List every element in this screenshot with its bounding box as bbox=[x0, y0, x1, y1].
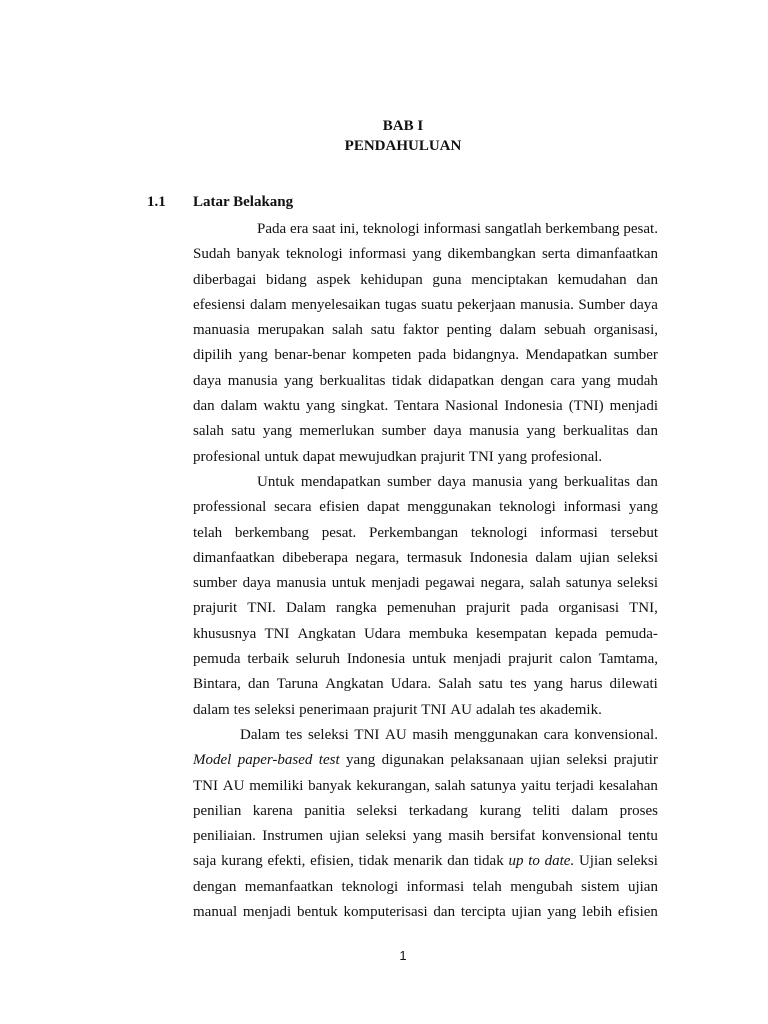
paragraph-line: dan dalam waktu yang singkat. Tentara Nasional Indonesia (TNI) menjadi bbox=[193, 398, 658, 415]
paragraph-line: profesional untuk dapat mewujudkan prajurit TNI yang profesional. bbox=[193, 448, 603, 465]
paragraph-line: sumber daya manusia untuk menjadi pegawai negara, salah satunya seleksi bbox=[193, 575, 658, 592]
paragraph-line: khususnya TNI Angkatan Udara membuka kesempatan kepada pemuda- bbox=[193, 625, 658, 642]
paragraph-line: dalam tes seleksi penerimaan prajurit TNI AU adalah tes akademik. bbox=[193, 701, 602, 718]
paragraph-line: daya manusia yang berkualitas tidak didapatkan dengan cara yang mudah bbox=[193, 372, 658, 389]
chapter-label: BAB I bbox=[382, 118, 424, 134]
paragraph-line: salah satu yang memerlukan sumber daya manusia yang berkualitas dan bbox=[193, 423, 658, 440]
paragraph-line: Bintara, dan Taruna Angkatan Udara. Salah satu tes yang harus dilewati bbox=[193, 676, 658, 693]
paragraph-line: dipilih yang benar-benar kompeten pada bidangnya. Mendapatkan sumber bbox=[193, 347, 658, 364]
paragraph-line: diberbagai bidang aspek kehidupan guna menciptakan kemudahan dan bbox=[193, 271, 658, 288]
paragraph-line: saja kurang efekti, efisien, tidak menarik dan tidak up to date. Ujian seleksi bbox=[193, 853, 658, 870]
paragraph-line: manuasia merupakan salah satu faktor penting dalam sebuah organisasi, bbox=[193, 322, 658, 339]
chapter-title: PENDAHULUAN bbox=[344, 138, 462, 154]
chapter-heading bbox=[0, 116, 768, 156]
paragraph-line: Dalam tes seleksi TNI AU masih menggunakan cara konvensional. bbox=[240, 726, 658, 743]
paragraph-line: prajurit TNI. Dalam rangka pemenuhan prajurit pada organisasi TNI, bbox=[193, 600, 658, 617]
paragraph-line: dimanfaatkan dibeberapa negara, termasuk Indonesia dalam ujian seleksi bbox=[193, 549, 658, 566]
paragraph-line: Pada era saat ini, teknologi informasi sangatlah berkembang pesat. bbox=[257, 221, 658, 237]
paragraph-line: manual menjadi bentuk komputerisasi dan tercipta ujian yang lebih efisien bbox=[193, 904, 658, 921]
paragraph-line: dengan memanfaatkan teknologi informasi telah mengubah sistem ujian bbox=[193, 878, 658, 895]
paragraph-line: TNI AU memiliki banyak kekurangan, salah satunya yaitu terjadi kesalahan bbox=[193, 777, 658, 794]
paragraph-line: efesiensi dalam menyelesaikan tugas suatu pekerjaan manusia. Sumber daya bbox=[193, 296, 658, 313]
paragraph-line: Untuk mendapatkan sumber daya manusia yang berkualitas dan bbox=[257, 473, 658, 490]
section-number: 1.1 bbox=[147, 194, 166, 210]
page-number: 1 bbox=[399, 948, 407, 963]
paragraph-line: penilian karena panitia seleksi terkadang kurang teliti dalam proses bbox=[193, 802, 658, 819]
paragraph-line: telah berkembang pesat. Perkembangan teknologi informasi tersebut bbox=[193, 524, 658, 541]
section-title: Latar Belakang bbox=[193, 194, 294, 210]
paragraph-line: Sudah banyak teknologi informasi yang dikembangkan serta dimanfaatkan bbox=[193, 246, 658, 263]
body-text bbox=[193, 217, 658, 925]
paragraph-line: professional secara efisien dapat menggunakan teknologi informasi yang bbox=[193, 499, 658, 516]
paragraph-line: pemuda terbaik seluruh Indonesia untuk menjadi prajurit calon Tamtama, bbox=[193, 651, 658, 668]
paragraph-line: Model paper-based test yang digunakan pelaksanaan ujian seleksi prajutir bbox=[193, 752, 658, 769]
paragraph-line: peniliaian. Instrumen ujian seleksi yang masih bersifat konvensional tentu bbox=[193, 828, 658, 845]
